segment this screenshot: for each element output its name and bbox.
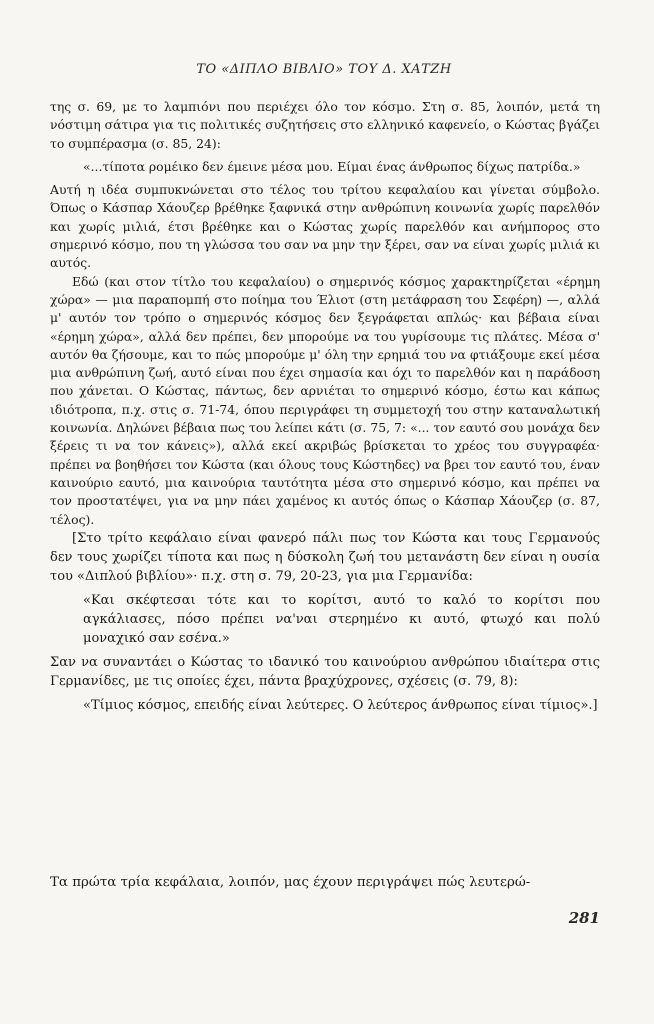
page-number: 281 [568, 909, 600, 927]
paragraph-5: Σαν να συναντάει ο Κώστας το ιδανικό του καινούριου ανθρώπου ιδιαίτερα στις Γερμανίδες, με τις οποίες έχει, πάντα βραχύχρονες, σχέσεις (σ. 79, 8): [50, 654, 600, 689]
body-text [50, 98, 600, 715]
block-quote-2: «Και σκέφτεσαι τότε και το κορίτσι, αυτό το καλό το κορίτσι που αγκάλιασες, πόσο πρέπει να'ναι στερημένο κι αυτό, φτωχό και πολύ μοναχικό σαν εσένα.» [83, 592, 600, 646]
paragraph-4: [Στο τρίτο κεφάλαιο είναι φανερό πάλι πως τον Κώστα και τους Γερμανούς δεν τους χωρίζει τίποτα και πως η δύσκολη ζωή του μετανάστη δεν είναι η ουσία του «Διπλού βιβλίου»· π.χ. στη σ. 79, 20-23, για μια Γερμανίδα: [50, 530, 600, 584]
running-head: ΤΟ «ΔΙΠΛΟ ΒΙΒΛΙΟ» ΤΟΥ Δ. ΧΑΤΖΗ [196, 62, 452, 77]
paragraph-1: της σ. 69, με το λαμπιόνι που περιέχει όλο τον κόσμο. Στη σ. 85, λοιπόν, μετά τη νόστιμη σάτιρα για τις πολιτικές συζητήσεις στο ελληνικό καφενείο, ο Κώστας βγάζει το συμπέρασμα (σ. 85, 24): [50, 99, 600, 151]
block-quote-1: «...τίποτα ρομέικο δεν έμεινε μέσα μου. Είμαι ένας άνθρωπος δίχως πατρίδα.» [83, 158, 581, 174]
paragraph-6: Τα πρώτα τρία κεφάλαια, λοιπόν, μας έχουν περιγράψει πώς λευτερώ- [50, 875, 531, 891]
block-quote-3: «Τίμιος κόσμος, επειδής είναι λεύτερες. Ο λεύτερος άνθρωπος είναι τίμιος».] [83, 697, 598, 713]
paragraph-3: Εδώ (και στον τίτλο του κεφαλαίου) ο σημερινός κόσμος χαρακτηρίζεται «έρημη χώρα» — μια παραπομπή στο ποίημα του Έλιοτ (στη μετάφραση του Σεφέρη) —, αλλά μ' αυτόν τον τρόπο ο σημερινός κόσμος δεν ξεγράφεται απλώς· και βέβαια είναι «έρημη χώρα», αλλά δεν πρέπει, δεν μπορούμε να του γυρίσουμε τις πλάτες. Μέσα σ' αυτόν θα ζήσουμε, και το πώς μπορούμε μ' όλη την ερημιά του να φτιάξουμε εκεί μέσα μια ανθρώπινη ζωή, αυτό είναι που έχει σημασία και όχι το παρελθόν και η παράδοση που χάνεται. Ο Κώστας, πάντως, δεν αρνιέται το σημερινό κόσμο, έστω και κάπως ιδιότροπα, π.χ. στις σ. 71-74, όπου περιγράφει τη συμμετοχή του στην καταναλωτική κοινωνία. Δηλώνει βέβαια πως του λείπει κάτι (σ. 75, 7: «... τον εαυτό σου μονάχα δεν ξέρεις τι να τον κάνεις»), αλλά εκεί ακριβώς βρίσκεται το χρέος του συγγραφέα· πρέπει να βοηθήσει τον Κώστα (και όλους τους Κώστηδες) να βρει τον εαυτό του, έναν καινούριο εαυτό, μια καινούρια ταυτότητα μέσα στο σημερινό κόσμο, και πρέπει να τον προστατέψει, για να μην πάει χαμένος κι αυτός όπως ο Κάσπαρ Χάουζερ (σ. 87, τέλος). [50, 273, 600, 527]
paragraph-2: Αυτή η ιδέα συμπυκνώνεται στο τέλος του τρίτου κεφαλαίου και γίνεται σύμβολο. Όπως ο Κάσπαρ Χάουζερ βρέθηκε ξαφνικά στην ανθρώπινη κοινωνία χωρίς παρελθόν και χωρίς μιλιά, έτσι βρέθηκε και ο Κώστας χωρίς παρελθόν και ανήμπορος στο σημερινό κόσμο, που τη γλώσσα του σαν να μην την ξέρει, σαν να είναι χωρίς μιλιά κι αυτός. [50, 182, 600, 271]
